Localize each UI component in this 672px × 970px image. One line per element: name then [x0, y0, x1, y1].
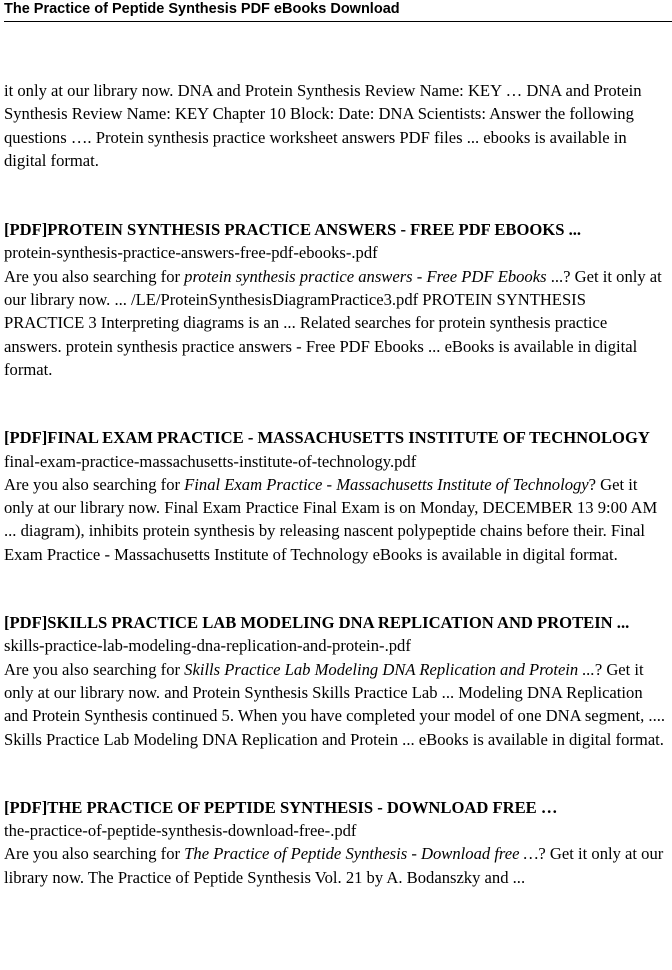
result-title[interactable]: [PDF]SKILLS PRACTICE LAB MODELING DNA REPLICATION AND PROTEIN ...	[4, 613, 630, 633]
document-body	[4, 79, 668, 889]
result-entry	[4, 611, 668, 751]
result-title[interactable]: [PDF]THE PRACTICE OF PEPTIDE SYNTHESIS - DOWNLOAD FREE …	[4, 797, 558, 817]
result-description: Are you also searching for Skills Practice Lab Modeling DNA Replication and Protein ...? Get it only at our library now. and Protein Synthesis Skills Practice Lab ... Modeling DNA Replication and Protein Synthesis continued 5. When you have completed your model of one DNA segment, .... Skills Practice Lab Modeling DNA Replication and Protein ... eBooks is available in digital format.	[4, 659, 666, 749]
result-title[interactable]: [PDF]PROTEIN SYNTHESIS PRACTICE ANSWERS - FREE PDF EBOOKS ...	[4, 220, 582, 240]
result-query-italic: Skills Practice Lab Modeling DNA Replication and Protein ...	[184, 659, 595, 679]
result-entry	[4, 218, 668, 381]
result-description: Are you also searching for The Practice of Peptide Synthesis - Download free …? Get it only at our library now. The Practice of Peptide Synthesis Vol. 21 by A. Bodanszky and ...	[4, 844, 664, 887]
result-query-italic: protein synthesis practice answers - Free PDF Ebooks	[184, 266, 547, 286]
intro-paragraph: it only at our library now. DNA and Protein Synthesis Review Name: KEY … DNA and Protein Synthesis Review Name: KEY Chapter 10 Block: Date: DNA Scientists: Answer the following questions …. Protein synthesis practice worksheet answers PDF files ... ebooks is available in digital format.	[4, 81, 642, 170]
result-entry	[4, 426, 668, 566]
result-description: Are you also searching for protein synthesis practice answers - Free PDF Ebooks ...? Get it only at our library now. ... /LE/ProteinSynthesisDiagramPractice3.pdf PROTEIN SYNTHESIS PRACTICE 3 Interpreting diagrams is an ... Related searches for protein synthesis practice answers. protein synthesis practice answers - Free PDF Ebooks ... eBooks is available in digital format.	[4, 266, 662, 379]
result-filename: the-practice-of-peptide-synthesis-download-free-.pdf	[4, 821, 357, 841]
result-query-italic: The Practice of Peptide Synthesis - Download free …	[184, 844, 539, 864]
header-divider	[4, 21, 672, 22]
result-filename: skills-practice-lab-modeling-dna-replication-and-protein-.pdf	[4, 636, 411, 656]
result-entry	[4, 796, 668, 889]
page-title: The Practice of Peptide Synthesis PDF eBooks Download	[4, 1, 400, 17]
result-query-italic: Final Exam Practice - Massachusetts Institute of Technology	[184, 474, 589, 494]
result-filename: protein-synthesis-practice-answers-free-pdf-ebooks-.pdf	[4, 243, 378, 263]
result-description: Are you also searching for Final Exam Practice - Massachusetts Institute of Technology? Get it only at our library now. Final Exam Practice Final Exam is on Monday, DECEMBER 13 9:00 AM ... diagram), inhibits protein synthesis by releasing nascent polypeptide chains before their. Final Exam Practice - Massachusetts Institute of Technology eBooks is available in digital format.	[4, 474, 658, 564]
result-title[interactable]: [PDF]FINAL EXAM PRACTICE - MASSACHUSETTS INSTITUTE OF TECHNOLOGY	[4, 428, 650, 448]
result-filename: final-exam-practice-massachusetts-institute-of-technology.pdf	[4, 451, 417, 471]
